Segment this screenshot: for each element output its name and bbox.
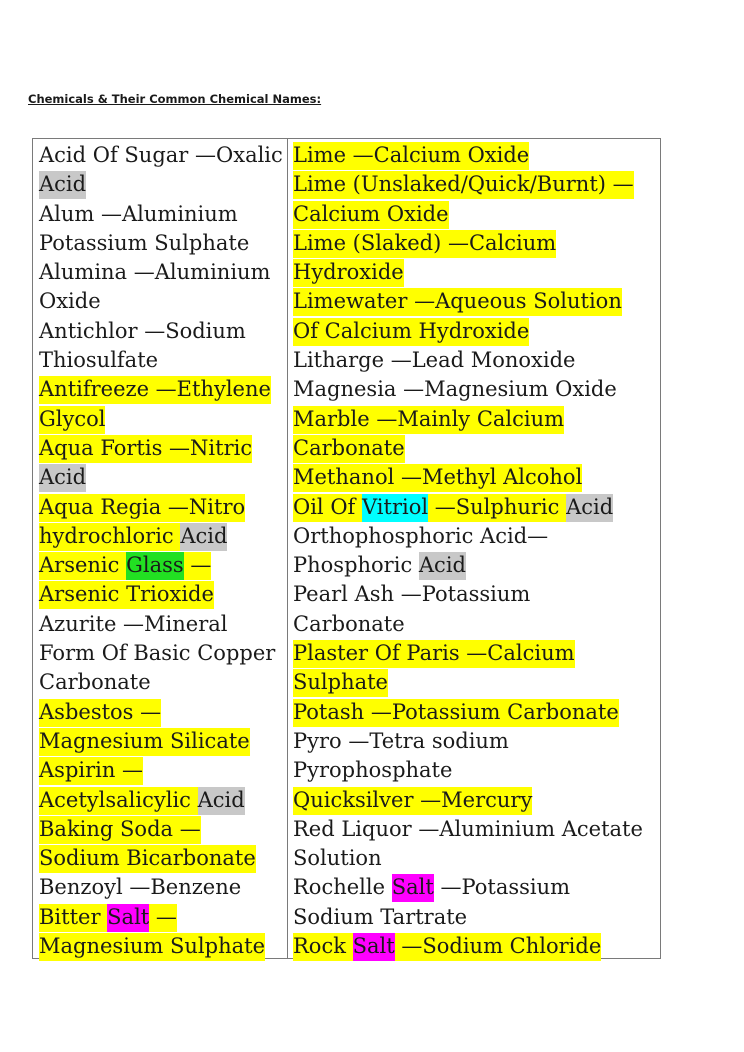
- highlighted-text: Sodium Bicarbonate: [39, 845, 256, 873]
- highlighted-text: Hydroxide: [293, 259, 404, 287]
- highlighted-text: Marble —Mainly Calcium: [293, 406, 564, 434]
- entry-text: Pyrophosphate: [293, 758, 453, 783]
- entry-text: Benzoyl —Benzene: [39, 875, 242, 900]
- chemicals-table: [32, 138, 661, 959]
- entry-line: [293, 463, 659, 492]
- entry-text: Carbonate: [39, 670, 151, 695]
- entry-line: [39, 815, 285, 844]
- highlighted-text: Salt: [353, 933, 395, 961]
- entry-line: [39, 493, 285, 522]
- entry-line: [39, 463, 285, 492]
- entry-text: Orthophosphoric Acid—: [293, 523, 549, 548]
- entry-text: Red Liquor —Aluminium Acetate: [293, 816, 643, 841]
- highlighted-text: Acetylsalicylic: [39, 787, 198, 815]
- highlighted-text: —: [149, 904, 177, 932]
- entry-line: [293, 551, 659, 580]
- entry-line: [293, 434, 659, 463]
- entry-line: [293, 639, 659, 668]
- right-column: [293, 141, 659, 961]
- entry-text: Magnesia —Magnesium Oxide: [293, 377, 617, 402]
- highlighted-text: —Sulphuric: [428, 494, 566, 522]
- entry-text: Form Of Basic Copper: [39, 641, 276, 666]
- entry-text: Potassium Sulphate: [39, 230, 250, 255]
- entry-line: [293, 756, 659, 785]
- highlighted-text: Acid: [39, 464, 86, 492]
- highlighted-text: Carbonate: [293, 435, 405, 463]
- highlighted-text: Acid: [39, 171, 86, 199]
- highlighted-text: Acid: [419, 552, 466, 580]
- page-title: Chemicals & Their Common Chemical Names:: [28, 92, 322, 106]
- highlighted-text: Lime —Calcium Oxide: [293, 142, 529, 170]
- entry-line: [293, 580, 659, 609]
- left-column: [39, 141, 285, 961]
- entry-line: [39, 932, 285, 961]
- entry-line: [39, 434, 285, 463]
- entry-line: [39, 786, 285, 815]
- entry-line: [293, 287, 659, 316]
- highlighted-text: Quicksilver —Mercury: [293, 787, 532, 815]
- highlighted-text: Magnesium Sulphate: [39, 933, 265, 961]
- entry-text: Carbonate: [293, 611, 405, 636]
- entry-line: [293, 317, 659, 346]
- entry-line: [39, 551, 285, 580]
- entry-line: [293, 668, 659, 697]
- highlighted-text: Arsenic: [39, 552, 126, 580]
- highlighted-text: Salt: [107, 904, 149, 932]
- highlighted-text: Baking Soda —: [39, 816, 201, 844]
- entry-line: [293, 375, 659, 404]
- entry-line: [293, 903, 659, 932]
- entry-line: [293, 141, 659, 170]
- highlighted-text: Arsenic Trioxide: [39, 581, 214, 609]
- highlighted-text: Of Calcium Hydroxide: [293, 318, 529, 346]
- highlighted-text: Potash —Potassium Carbonate: [293, 699, 619, 727]
- entry-line: [39, 873, 285, 902]
- entry-line: [293, 170, 659, 199]
- entry-line: [39, 405, 285, 434]
- entry-line: [293, 698, 659, 727]
- entry-line: [39, 610, 285, 639]
- entry-line: [39, 639, 285, 668]
- highlighted-text: Acid: [180, 523, 227, 551]
- entry-text: Antichlor —Sodium: [39, 318, 246, 343]
- highlighted-text: Rock: [293, 933, 353, 961]
- entry-line: [293, 727, 659, 756]
- highlighted-text: Bitter: [39, 904, 107, 932]
- entry-text: Oxide: [39, 289, 101, 314]
- entry-text: Acid Of Sugar —Oxalic: [39, 143, 283, 167]
- highlighted-text: —: [184, 552, 212, 580]
- entry-line: [39, 844, 285, 873]
- highlighted-text: Glycol: [39, 406, 105, 434]
- highlighted-text: Plaster Of Paris —Calcium: [293, 640, 575, 668]
- entry-text: Rochelle: [293, 875, 392, 900]
- highlighted-text: Lime (Slaked) —Calcium: [293, 230, 556, 258]
- entry-line: [39, 346, 285, 375]
- highlighted-text: —Sodium Chloride: [395, 933, 602, 961]
- entry-line: [39, 727, 285, 756]
- entry-line: [293, 522, 659, 551]
- entry-line: [39, 756, 285, 785]
- entry-text: Phosphoric: [293, 553, 419, 578]
- entry-text: Alum —Aluminium: [39, 201, 238, 226]
- entry-text: Pyro —Tetra sodium: [293, 728, 509, 753]
- highlighted-text: Antifreeze —Ethylene: [39, 376, 271, 404]
- column-divider: [287, 139, 288, 958]
- entry-line: [39, 170, 285, 199]
- entry-line: [39, 903, 285, 932]
- highlighted-text: Glass: [126, 552, 184, 580]
- entry-line: [293, 493, 659, 522]
- highlighted-text: Methanol —Methyl Alcohol: [293, 464, 582, 492]
- highlighted-text: Calcium Oxide: [293, 201, 449, 229]
- entry-text: Sodium Tartrate: [293, 904, 468, 929]
- highlighted-text: Magnesium Silicate: [39, 728, 250, 756]
- entry-line: [293, 786, 659, 815]
- entry-line: [39, 375, 285, 404]
- highlighted-text: Oil Of: [293, 494, 362, 522]
- highlighted-text: Lime (Unslaked/Quick/Burnt) —: [293, 171, 634, 199]
- highlighted-text: Sulphate: [293, 669, 388, 697]
- entry-line: [39, 200, 285, 229]
- entry-line: [39, 229, 285, 258]
- entry-line: [293, 610, 659, 639]
- highlighted-text: Acid: [198, 787, 245, 815]
- entry-line: [293, 346, 659, 375]
- highlighted-text: Aspirin —: [39, 757, 143, 785]
- entry-line: [39, 668, 285, 697]
- highlighted-text: Aqua Regia —Nitro: [39, 494, 245, 522]
- entry-line: [39, 287, 285, 316]
- entry-line: [39, 141, 285, 170]
- entry-line: [293, 258, 659, 287]
- highlighted-text: Asbestos —: [39, 699, 161, 727]
- entry-line: [293, 229, 659, 258]
- entry-text: Alumina —Aluminium: [39, 260, 271, 285]
- entry-text: Thiosulfate: [39, 348, 159, 373]
- entry-line: [293, 873, 659, 902]
- highlighted-text: Limewater —Aqueous Solution: [293, 288, 622, 316]
- highlighted-text: Salt: [392, 874, 434, 902]
- entry-text: Azurite —Mineral: [39, 611, 228, 636]
- entry-text: —Potassium: [433, 875, 571, 900]
- highlighted-text: Vitriol: [362, 494, 428, 522]
- highlighted-text: Acid: [566, 494, 613, 522]
- highlighted-text: Aqua Fortis —Nitric: [39, 435, 252, 463]
- entry-line: [293, 844, 659, 873]
- entry-line: [293, 405, 659, 434]
- entry-line: [39, 698, 285, 727]
- entry-line: [39, 580, 285, 609]
- entry-text: Litharge —Lead Monoxide: [293, 348, 576, 373]
- entry-line: [39, 258, 285, 287]
- entry-line: [293, 932, 659, 961]
- entry-line: [39, 317, 285, 346]
- entry-line: [39, 522, 285, 551]
- entry-text: Solution: [293, 846, 382, 871]
- entry-text: Pearl Ash —Potassium: [293, 582, 531, 607]
- entry-line: [293, 200, 659, 229]
- highlighted-text: hydrochloric: [39, 523, 180, 551]
- entry-line: [293, 815, 659, 844]
